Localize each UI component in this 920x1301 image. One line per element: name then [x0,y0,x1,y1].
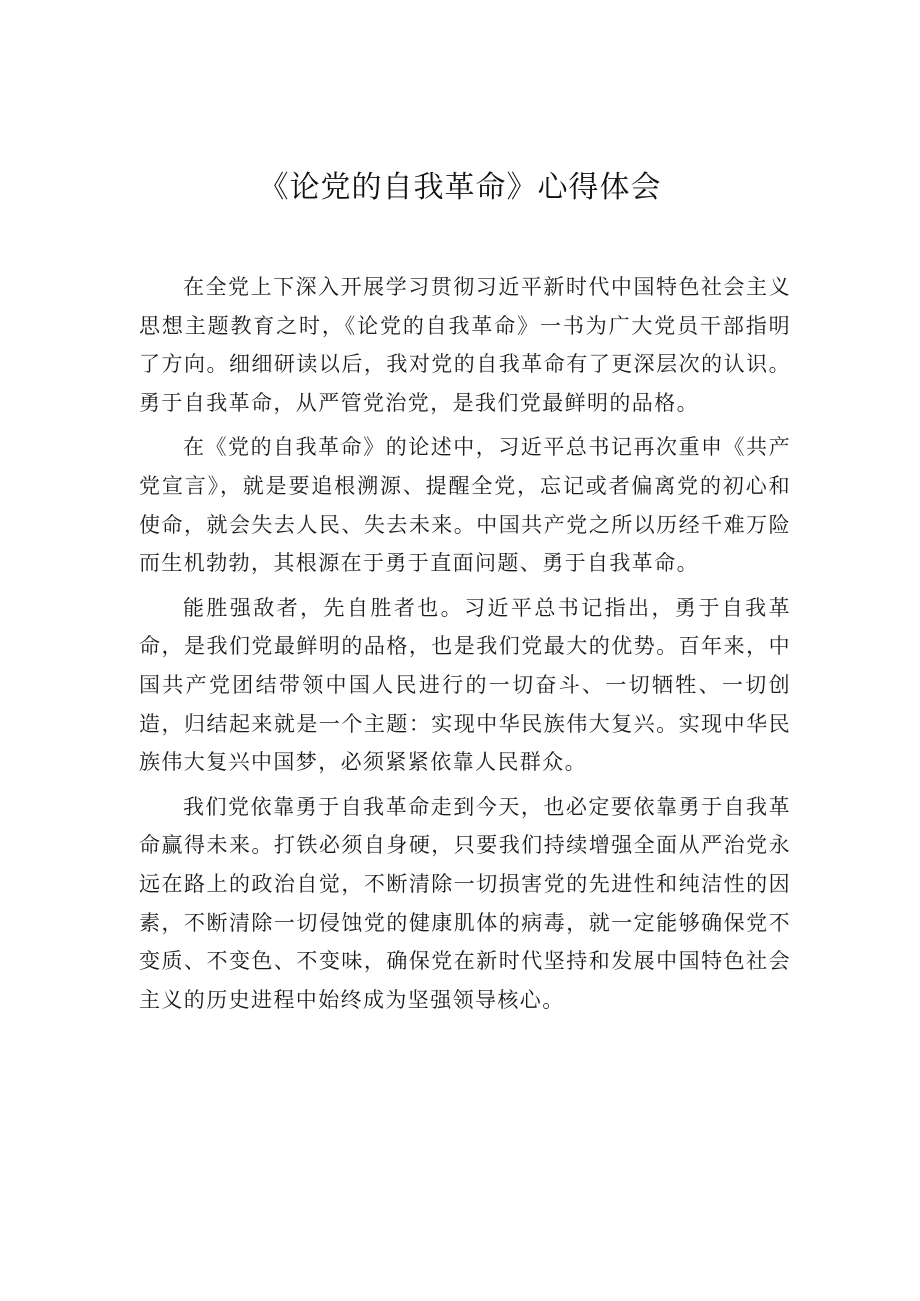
paragraph-4: 我们党依靠勇于自我革命走到今天，也必定要依靠勇于自我革命赢得未来。打铁必须自身硬，只要我们持续增强全面从严治党永远在路上的政治自觉，不断清除一切损害党的先进性和纯洁性的因素，不断清除一切侵蚀党的健康肌体的病毒，就一定能够确保党不变质、不变色、不变味，确保党在新时代坚持和发展中国特色社会主义的历史进程中始终成为坚强领导核心。 [139,794,791,1012]
paragraph-2: 在《党的自我革命》的论述中，习近平总书记再次重申《共产党宣言》，就是要追根溯源、提醒全党，忘记或者偏离党的初心和使命，就会失去人民、失去未来。中国共产党之所以历经千难万险而生机勃勃，其根源在于勇于直面问题、勇于自我革命。 [139,435,791,576]
document-body [139,268,791,1019]
document-title: 《论党的自我革命》心得体会 [258,170,662,205]
paragraph-1: 在全党上下深入开展学习贯彻习近平新时代中国特色社会主义思想主题教育之时，《论党的自我革命》一书为广大党员干部指明了方向。细细研读以后，我对党的自我革命有了更深层次的认识。勇于自我革命，从严管党治党，是我们党最鲜明的品格。 [139,275,791,415]
paragraph-3: 能胜强敌者，先自胜者也。习近平总书记指出，勇于自我革命，是我们党最鲜明的品格，也是我们党最大的优势。百年来，中国共产党团结带领中国人民进行的一切奋斗、一切牺牲、一切创造，归结起来就是一个主题：实现中华民族伟大复兴。实现中华民族伟大复兴中国梦，必须紧紧依靠人民群众。 [139,595,791,775]
